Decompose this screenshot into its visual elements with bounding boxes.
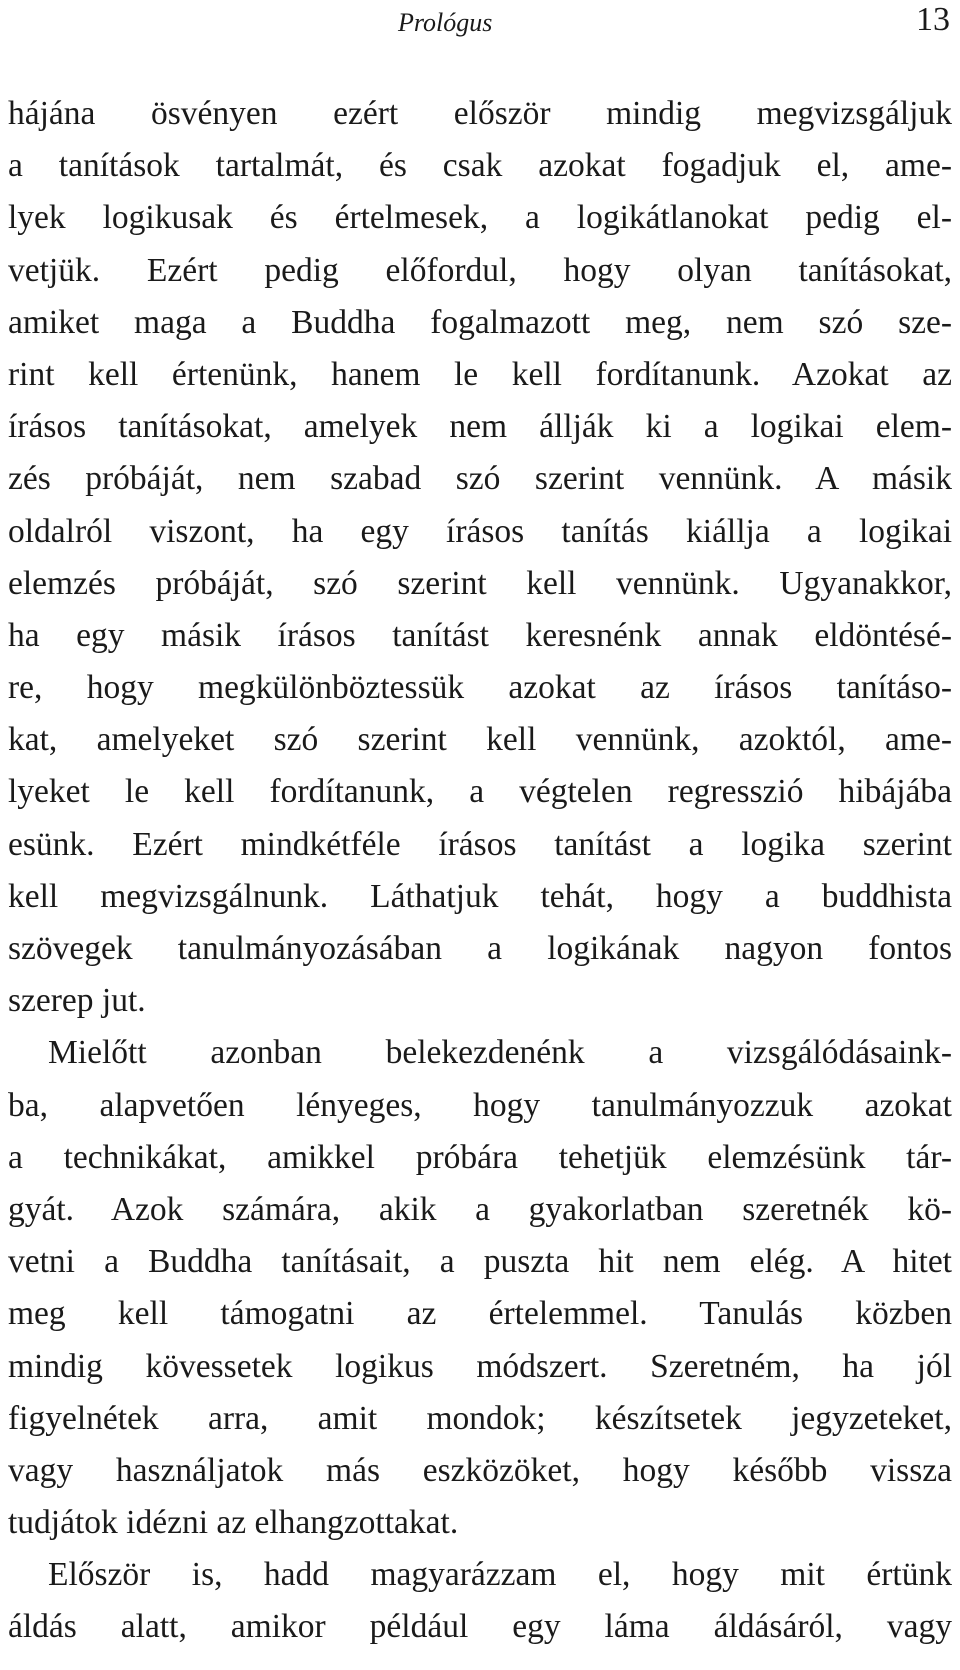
text-line: vagy használjatok más eszközöket, hogy később vissza <box>8 1451 952 1489</box>
text-line: zés próbáját, nem szabad szó szerint vennünk. A másik <box>8 460 952 498</box>
text-line: áldás alatt, amikor például egy láma áldásáról, vagy <box>8 1608 952 1646</box>
text-line: rint kell értenünk, hanem le kell fordítanunk. Azokat az <box>8 355 952 393</box>
text-line: hájána ösvényen ezért először mindig megvizsgáljuk <box>8 95 952 132</box>
paragraph-first-line: Először is, hadd magyarázzam el, hogy mit értünk <box>48 1556 952 1594</box>
text-line: szerep jut. <box>8 982 146 1020</box>
text-line: gyát. Azok számára, akik a gyakorlatban szeretnék kö- <box>8 1190 952 1228</box>
text-line: lyek logikusak és értelmesek, a logikátlanokat pedig el- <box>8 199 952 237</box>
text-line: vetni a Buddha tanításait, a puszta hit nem elég. A hitet <box>8 1243 952 1281</box>
page-number: 13 <box>916 1 950 38</box>
text-line: amiket maga a Buddha fogalmazott meg, nem szó sze- <box>8 303 952 341</box>
text-line: meg kell támogatni az értelemmel. Tanulás közben <box>8 1295 952 1333</box>
running-title: Prológus <box>398 8 493 37</box>
text-line: lyeket le kell fordítanunk, a végtelen regresszió hibájába <box>8 773 952 811</box>
text-line: vetjük. Ezért pedig előfordul, hogy olyan tanításokat, <box>8 251 952 289</box>
text-line: szövegek tanulmányozásában a logikának nagyon fontos <box>8 930 952 967</box>
body-text <box>8 88 952 1654</box>
text-line: ba, alapvetően lényeges, hogy tanulmányozzuk azokat <box>8 1086 952 1124</box>
text-line: tudjátok idézni az elhangzottakat. <box>8 1504 459 1542</box>
text-line: kell megvizsgálnunk. Láthatjuk tehát, hogy a buddhista <box>8 877 952 915</box>
text-line: re, hogy megkülönböztessük azokat az írásos tanításo- <box>8 669 952 707</box>
text-line: a technikákat, amikkel próbára tehetjük elemzésünk tár- <box>8 1138 952 1176</box>
paragraph-first-line: Mielőtt azonban belekezdenénk a vizsgálódásaink- <box>48 1034 952 1072</box>
text-line: a tanítások tartalmát, és csak azokat fogadjuk el, ame- <box>8 147 952 185</box>
text-line: ha egy másik írásos tanítást keresnénk annak eldöntésé- <box>8 616 952 654</box>
text-line: esünk. Ezért mindkétféle írásos tanítást a logika szerint <box>8 825 952 863</box>
text-line: kat, amelyeket szó szerint kell vennünk, azoktól, ame- <box>8 721 952 759</box>
text-line: elemzés próbáját, szó szerint kell vennünk. Ugyanakkor, <box>8 564 952 602</box>
text-line: figyelnétek arra, amit mondok; készítsetek jegyzeteket, <box>8 1399 952 1437</box>
page-header <box>0 0 960 60</box>
text-line: írásos tanításokat, amelyek nem állják ki a logikai elem- <box>8 408 952 446</box>
text-line: oldalról viszont, ha egy írásos tanítás kiállja a logikai <box>8 512 952 550</box>
text-line: mindig kövessetek logikus módszert. Szeretném, ha jól <box>8 1347 952 1385</box>
